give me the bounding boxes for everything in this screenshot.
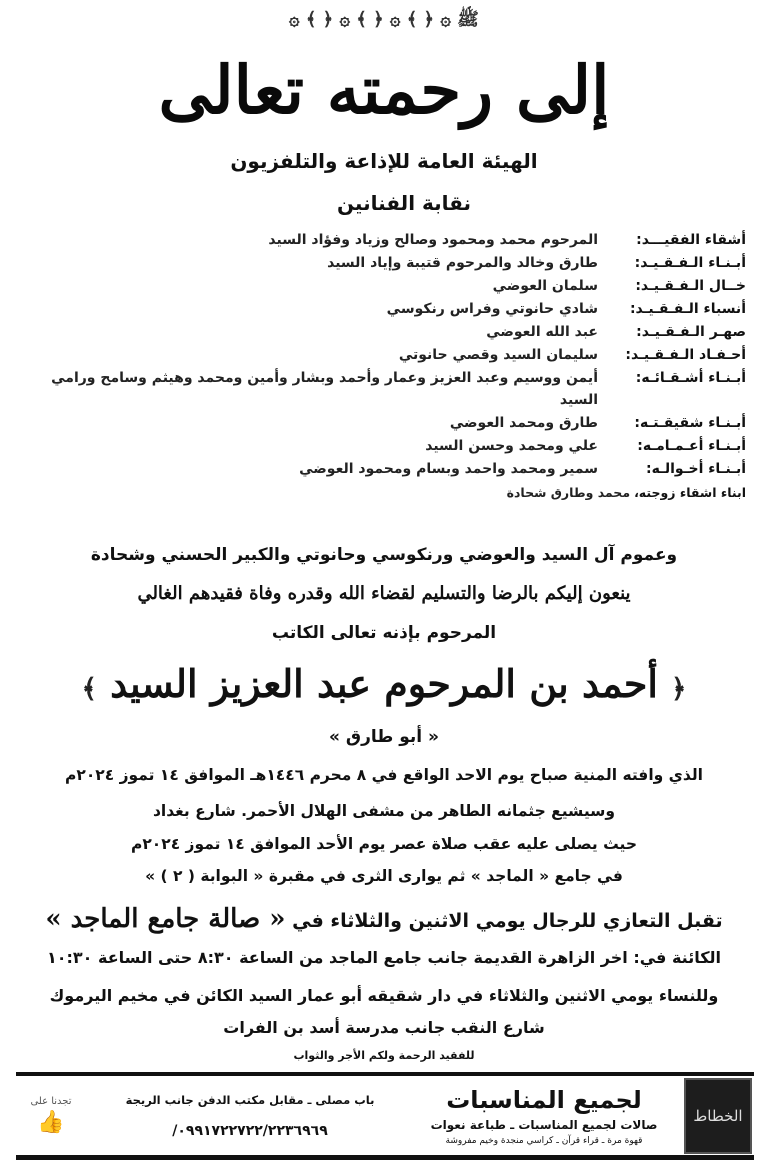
advertiser-phone: ٠٩٩١٧٢٢٧٢٢/٢٢٣٦٩٦٩/: [172, 1122, 328, 1139]
family-row: [11, 482, 746, 504]
advertiser-brand: [414, 1084, 674, 1148]
family-row: [11, 230, 746, 252]
family-row: [11, 276, 746, 298]
relation-names: طارق وخالد والمرحوم قتيبة وإياد السيد: [327, 255, 598, 271]
advertiser-address: باب مصلى ـ مقابل مكتب الدفن جانب الريجة: [125, 1092, 375, 1107]
relation-label: أحـفـاد الـفـقـيـد:: [625, 347, 746, 363]
brand-services: صالات لجميع المناسبات ـ طباعة نعوات: [430, 1117, 658, 1132]
family-row: [11, 345, 746, 367]
relation-label: أبـنـاء أخـوالـه:: [645, 460, 746, 477]
thumbs-up-icon: 👍: [37, 1109, 65, 1135]
relation-names: محمد وطارق شحادة: [506, 484, 631, 500]
family-row: [11, 413, 746, 435]
title-decoration: ﷺ ۞ ﴿ ﴾ ۞ ﴿ ﴾ ۞ ﴿ ﴾ ۞: [289, 9, 479, 30]
relation-names: سليمان السيد وقصي حانوتي: [398, 347, 598, 363]
condolence-women: وللنساء يومي الاثنين والثلاثاء في دار شقيقه أبو عمار السيد الكائن في مخيم اليرموك: [49, 986, 719, 1005]
relation-label: أبـنـاء أعـمـامـه:: [637, 437, 746, 454]
deceased-prefix: المرحوم بإذنه تعالى الكاتب: [271, 623, 497, 643]
family-row: [11, 253, 746, 275]
relation-names: سمير ومحمد واحمد وبسام ومحمود العوضي: [299, 460, 598, 477]
relation-label: صهـر الـفـقـيـد:: [636, 324, 746, 340]
condolence-venue: « صالة جامع الماجد »: [45, 904, 286, 934]
kunya: « أبو طارق »: [329, 727, 439, 747]
condolence-men: [0, 900, 768, 940]
ornament-left: ﴾: [81, 674, 97, 704]
deceased-name-block: [0, 656, 768, 717]
funeral-details: وسيشيع جثمانه الطاهر من مشفى الهلال الأحمر. شارع بغداد: [152, 802, 616, 820]
relation-label: أشقاء الفقيـــد:: [636, 232, 746, 248]
family-row: [11, 459, 746, 481]
title-text: إلى رحمته تعالى: [158, 51, 610, 129]
condolence-location: الكائنة في: اخر الزاهرة القديمة جانب جامع الماجد من الساعة ٨:٣٠ حتى الساعة ١٠:٣٠: [46, 948, 721, 967]
organization-name: الهيئة العامة للإذاعة والتلفزيون: [230, 149, 538, 173]
calligraphy-logo: [684, 1078, 752, 1154]
brand-name: لجميع المناسبات: [446, 1085, 642, 1114]
deceased-name: أحمد بن المرحوم عبد العزيز السيد: [110, 661, 658, 706]
relation-label: خــال الـفـقـيـد:: [635, 278, 746, 294]
relation-names: طارق ومحمد العوضي: [449, 414, 598, 431]
relation-label: أبـنـاء أشـقـائـه:: [635, 370, 746, 386]
syndicate-name: نقابة الفنانين: [336, 191, 472, 215]
family-row: [11, 368, 746, 411]
social-block: [16, 1095, 86, 1137]
advertiser-footer: [16, 1072, 754, 1160]
family-row: [11, 322, 746, 344]
relation-label: أبـنـاء شقيقـتـه:: [634, 414, 746, 431]
mourning-line: ينعون إليكم بالرضا والتسليم لقضاء الله وقدره وفاة فقيدهم الغالي: [137, 583, 631, 604]
family-list: [11, 230, 746, 505]
condolence-men-text: تقبل التعازي للرجال يومي الاثنين والثلاثاء في: [292, 910, 723, 932]
relation-label: ابناء اشقاء زوجته،: [634, 484, 746, 500]
brand-extras: قهوة مرة ـ قراء قرآن ـ كراسي منجدة وخيم مفروشة: [445, 1135, 643, 1146]
relation-names: عبد الله العوضي: [486, 324, 598, 340]
burial-details: في جامع « الماجد » ثم يوارى الثرى في مقبرة « البوابة ( ٢ ) »: [145, 867, 623, 885]
closing-prayer: للفقيد الرحمة ولكم الأجر والثواب: [293, 1049, 475, 1062]
logo-text: الخطاط: [693, 1106, 743, 1125]
family-row: [11, 299, 746, 321]
relation-names: شادي حانوتي وفراس رنكوسي: [386, 301, 598, 317]
relation-names: سلمان العوضي: [492, 278, 598, 294]
relation-label: أبـنـاء الـفـقـيـد:: [634, 255, 746, 271]
family-row: [11, 436, 746, 458]
relation-names: علي ومحمد وحسن السيد: [425, 437, 598, 454]
title-calligraphy: [40, 6, 728, 136]
advertiser-contact: [86, 1091, 414, 1141]
ornament-right: ﴿: [671, 674, 687, 704]
condolence-street: شارع النقب جانب مدرسة أسد بن الفرات: [223, 1018, 545, 1037]
relation-names: أيمن ووسيم وعبد العزيز وعمار وأحمد وبشار وأمين ومحمد وهيثم وسامح ورامي السيد: [51, 370, 598, 408]
prayer-details: حيث يصلى عليه عقب صلاة عصر يوم الأحد الموافق ١٤ تموز ٢٠٢٤م: [130, 835, 638, 853]
relation-names: المرحوم محمد ومحمود وصالح وزياد وفؤاد السيد: [268, 232, 598, 248]
social-label: تجدنا على: [30, 1095, 72, 1107]
relation-label: أنسباء الـفـقـيـد:: [629, 301, 746, 317]
families-line: وعموم آل السيد والعوضي ورنكوسي وحانوتي والكبير الحسني وشحادة: [90, 545, 678, 565]
death-details: الذي وافته المنية صباح يوم الاحد الواقع في ٨ محرم ١٤٤٦هـ الموافق ١٤ تموز ٢٠٢٤م: [65, 766, 703, 784]
